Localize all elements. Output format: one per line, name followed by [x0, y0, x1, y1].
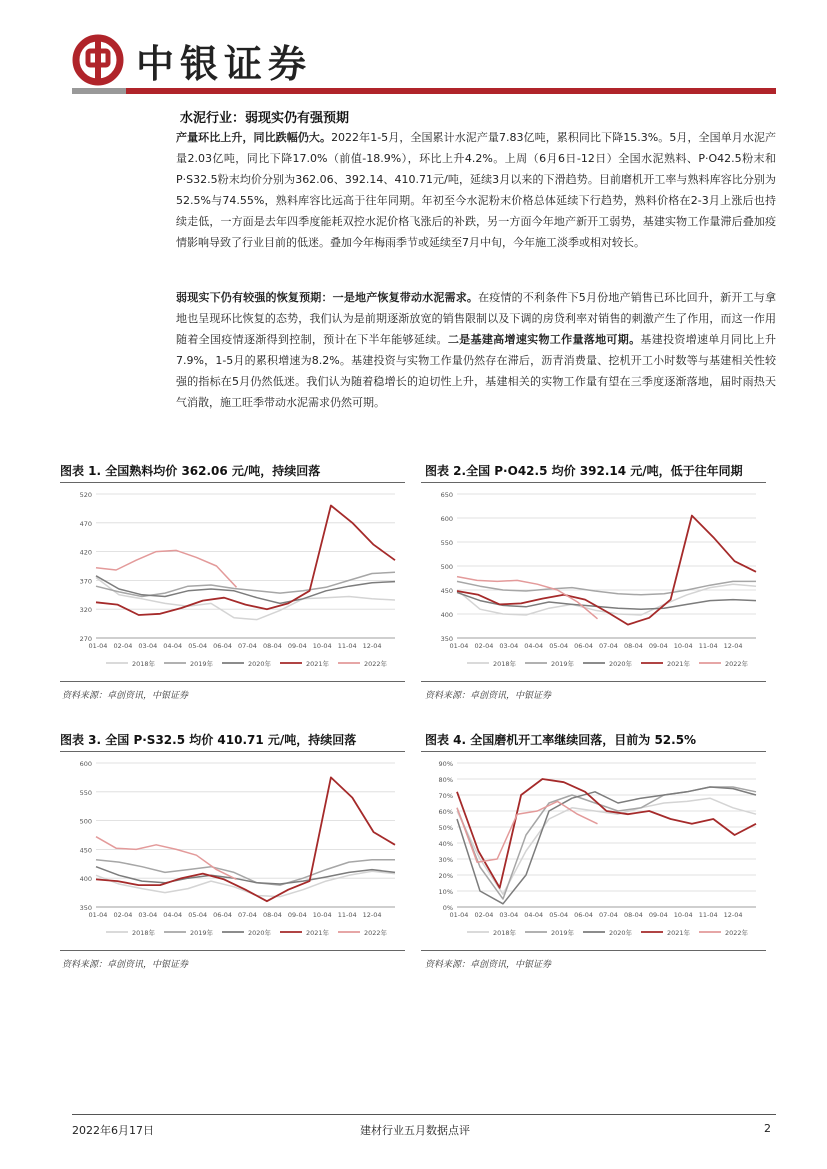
- legend-label: 2018年: [132, 660, 156, 668]
- y-tick-label: 400: [79, 875, 92, 884]
- x-tick-label: 07-04: [238, 911, 257, 919]
- y-tick-label: 350: [440, 635, 453, 643]
- chart-1: [60, 486, 405, 676]
- chart-4-rule: [421, 751, 766, 752]
- legend-label: 2020年: [609, 660, 633, 668]
- x-tick-label: 06-04: [213, 911, 233, 919]
- paragraph-lead-2: 二是基建高增速实物工作量落地可期。: [447, 333, 641, 346]
- x-tick-label: 12-04: [723, 911, 743, 919]
- chart-4: [421, 755, 766, 945]
- x-tick-label: 08-04: [262, 911, 282, 919]
- x-tick-label: 04-04: [163, 642, 183, 650]
- y-tick-label: 350: [79, 904, 92, 912]
- paragraph-lead: 产量环比上升，同比跌幅仍大。: [176, 131, 332, 144]
- x-tick-label: 03-04: [138, 642, 158, 650]
- x-tick-label: 05-04: [188, 642, 208, 650]
- series-line-2021年: [457, 516, 756, 625]
- x-tick-label: 11-04: [337, 911, 357, 919]
- x-tick-label: 09-04: [648, 642, 668, 650]
- y-tick-label: 40%: [438, 840, 453, 848]
- chart-3-title: 图表 3. 全国 P·S32.5 均价 410.71 元/吨，持续回落: [60, 733, 357, 747]
- y-tick-label: 450: [440, 587, 453, 595]
- legend-label: 2019年: [551, 660, 575, 668]
- legend-label: 2018年: [493, 929, 517, 937]
- series-line-2018年: [96, 871, 395, 896]
- y-tick-label: 90%: [438, 760, 453, 768]
- chart-3-rule: [60, 751, 405, 752]
- header-band-red: [126, 88, 776, 94]
- y-tick-label: 550: [440, 539, 453, 547]
- legend-label: 2022年: [725, 929, 749, 937]
- y-tick-label: 450: [79, 846, 92, 855]
- section-title: 水泥行业：弱现实仍有强预期: [180, 111, 350, 126]
- chart-4-title: 图表 4. 全国磨机开工率继续回落，目前为 52.5%: [425, 733, 697, 747]
- x-tick-label: 06-04: [574, 911, 594, 919]
- x-tick-label: 11-04: [698, 911, 718, 919]
- x-tick-label: 04-04: [163, 911, 183, 919]
- y-tick-label: 60%: [438, 808, 453, 816]
- legend-label: 2021年: [667, 660, 691, 668]
- y-tick-label: 80%: [438, 776, 453, 784]
- x-tick-label: 07-04: [599, 911, 618, 919]
- paragraph-lead: 弱现实下仍有较强的恢复预期：一是地产恢复带动水泥需求。: [176, 291, 479, 304]
- paragraph-body-2: 基建投资增速单月同比上升7.9%，1-5月的累积增速为8.2%。基建投资与实物工作量仍然存在滞后，沥青消费量、挖机开工小时数等与基建相关性较强的指标在5月仍然低迷。我们认为随着稳增长的迫切性上升，基建相关的实物工作量有望在三季度逐渐落地，届时雨热天气消散，施工旺季带动水泥需求仍然可期。: [176, 333, 777, 409]
- x-tick-label: 04-04: [524, 642, 544, 650]
- x-tick-label: 08-04: [623, 911, 643, 919]
- x-tick-label: 08-04: [262, 642, 282, 650]
- x-tick-label: 07-04: [238, 642, 257, 650]
- legend-label: 2018年: [132, 929, 156, 937]
- x-tick-label: 12-04: [723, 642, 743, 650]
- chart-1-rule: [60, 482, 405, 483]
- x-tick-label: 05-04: [188, 911, 208, 919]
- series-line-2022年: [96, 550, 237, 587]
- chart-2-rule: [421, 482, 766, 483]
- x-tick-label: 09-04: [287, 911, 307, 919]
- footer-page-number: 2: [764, 1122, 771, 1135]
- chart-2-source: 资料来源：卓创资讯，中银证券: [425, 691, 552, 701]
- legend-label: 2019年: [190, 929, 214, 937]
- x-tick-label: 10-04: [673, 911, 693, 919]
- x-tick-label: 01-04: [88, 642, 108, 650]
- x-tick-label: 03-04: [138, 911, 158, 919]
- series-line-2020年: [457, 787, 756, 904]
- legend-label: 2021年: [667, 929, 691, 937]
- y-tick-label: 600: [79, 760, 92, 768]
- y-tick-label: 270: [79, 635, 92, 643]
- series-line-2019年: [96, 572, 395, 596]
- legend-label: 2022年: [364, 929, 388, 937]
- x-tick-label: 01-04: [449, 911, 469, 919]
- x-tick-label: 02-04: [113, 911, 133, 919]
- x-tick-label: 03-04: [499, 911, 519, 919]
- header-band-gray: [72, 88, 126, 94]
- y-tick-label: 420: [79, 548, 92, 557]
- x-tick-label: 01-04: [88, 911, 108, 919]
- chart-4-bottom-rule: [421, 950, 766, 951]
- y-tick-label: 520: [79, 491, 92, 499]
- x-tick-label: 01-04: [449, 642, 469, 650]
- x-tick-label: 06-04: [574, 642, 594, 650]
- x-tick-label: 11-04: [337, 642, 357, 650]
- y-tick-label: 500: [79, 817, 92, 826]
- chart-1-source: 资料来源：卓创资讯，中银证券: [62, 691, 189, 701]
- x-tick-label: 09-04: [287, 642, 307, 650]
- chart-3-source: 资料来源：卓创资讯，中银证券: [62, 960, 189, 970]
- legend-label: 2020年: [248, 929, 272, 937]
- paragraph-body: 在疫情的不利条件下5月份地产销售已环比回升，新开工与拿地也呈现环比恢复的态势，我们认为是前期逐渐放宽的销售限制以及下调的房贷利率对销售的刺激产生了作用，而这一作用随着全国疫情逐渐得到控制，预计在下半年能够延续。: [176, 291, 776, 346]
- legend-label: 2019年: [190, 660, 214, 668]
- y-tick-label: 10%: [438, 888, 453, 896]
- paragraph-production: [176, 127, 776, 253]
- header-logo: [72, 30, 312, 90]
- chart-4-source: 资料来源：卓创资讯，中银证券: [425, 960, 552, 970]
- legend-label: 2022年: [725, 660, 749, 668]
- paragraph-body: 2022年1-5月，全国累计水泥产量7.83亿吨，累积同比下降15.3%。5月，全国单月水泥产量2.03亿吨，同比下降17.0%（前值-18.9%），环比上升4.2%。上周（6月6日-12日）全国水泥熟料、P·O42.5粉末和P·S32.5粉末均价分别为362.06、392.14、410.71元/吨，延续3月以来的下滑趋势。目前磨机开工率与熟料库容比分别为52.5%与74.55%，熟料库容比远高于往年同期。年初至今水泥粉末价格总体延续下行趋势，熟料价格在2-3月上涨后也持续走低，一方面是去年四季度能耗双控水泥价格飞涨后的补跌，另一方面今年地产新开工弱势，基建实物工作量滞后叠加疫情影响导致了行业目前的低迷。叠加今年梅雨季节或延续至7月中旬，今年施工淡季或相对较长。: [176, 131, 777, 249]
- chart-1-bottom-rule: [60, 681, 405, 682]
- y-tick-label: 400: [440, 611, 453, 619]
- y-tick-label: 0%: [442, 904, 453, 912]
- x-tick-label: 12-04: [362, 642, 382, 650]
- legend-label: 2021年: [306, 660, 330, 668]
- legend-label: 2020年: [609, 929, 633, 937]
- series-line-2018年: [96, 578, 395, 620]
- legend-label: 2022年: [364, 660, 388, 668]
- chart-2-bottom-rule: [421, 681, 766, 682]
- chart-3: [60, 755, 405, 945]
- y-tick-label: 470: [79, 519, 92, 528]
- chart-2-title: 图表 2.全国 P·O42.5 均价 392.14 元/吨，低于往年同期: [425, 464, 743, 478]
- footer-rule: [72, 1114, 776, 1115]
- y-tick-label: 50%: [438, 824, 453, 832]
- legend-label: 2019年: [551, 929, 575, 937]
- y-tick-label: 650: [440, 491, 453, 499]
- x-tick-label: 10-04: [673, 642, 693, 650]
- x-tick-label: 10-04: [312, 642, 332, 650]
- legend-label: 2021年: [306, 929, 330, 937]
- y-tick-label: 600: [440, 515, 453, 523]
- y-tick-label: 320: [79, 606, 92, 615]
- x-tick-label: 02-04: [113, 642, 133, 650]
- y-tick-label: 370: [79, 577, 92, 586]
- y-tick-label: 550: [79, 788, 92, 797]
- chart-2: [421, 486, 766, 676]
- y-tick-label: 70%: [438, 792, 453, 800]
- x-tick-label: 08-04: [623, 642, 643, 650]
- x-tick-label: 04-04: [524, 911, 544, 919]
- legend-label: 2020年: [248, 660, 272, 668]
- x-tick-label: 05-04: [549, 911, 569, 919]
- series-line-2022年: [457, 801, 598, 862]
- y-tick-label: 20%: [438, 872, 453, 880]
- footer-report-name: 建材行业五月数据点评: [360, 1124, 470, 1137]
- series-line-2020年: [457, 592, 756, 609]
- x-tick-label: 03-04: [499, 642, 519, 650]
- chart-1-title: 图表 1. 全国熟料均价 362.06 元/吨，持续回落: [60, 464, 321, 478]
- series-line-2018年: [457, 584, 756, 615]
- x-tick-label: 02-04: [474, 911, 494, 919]
- footer-date: 2022年6月17日: [72, 1124, 154, 1137]
- x-tick-label: 10-04: [312, 911, 332, 919]
- x-tick-label: 12-04: [362, 911, 382, 919]
- chart-3-bottom-rule: [60, 950, 405, 951]
- x-tick-label: 09-04: [648, 911, 668, 919]
- x-tick-label: 02-04: [474, 642, 494, 650]
- legend-label: 2018年: [493, 660, 517, 668]
- y-tick-label: 30%: [438, 856, 453, 864]
- boc-logo-icon: [72, 34, 124, 86]
- x-tick-label: 05-04: [549, 642, 569, 650]
- series-line-2021年: [96, 777, 395, 901]
- x-tick-label: 06-04: [213, 642, 233, 650]
- company-name: 中银证券: [136, 40, 313, 86]
- x-tick-label: 11-04: [698, 642, 718, 650]
- y-tick-label: 500: [440, 563, 453, 571]
- paragraph-outlook: [176, 287, 776, 413]
- x-tick-label: 07-04: [599, 642, 618, 650]
